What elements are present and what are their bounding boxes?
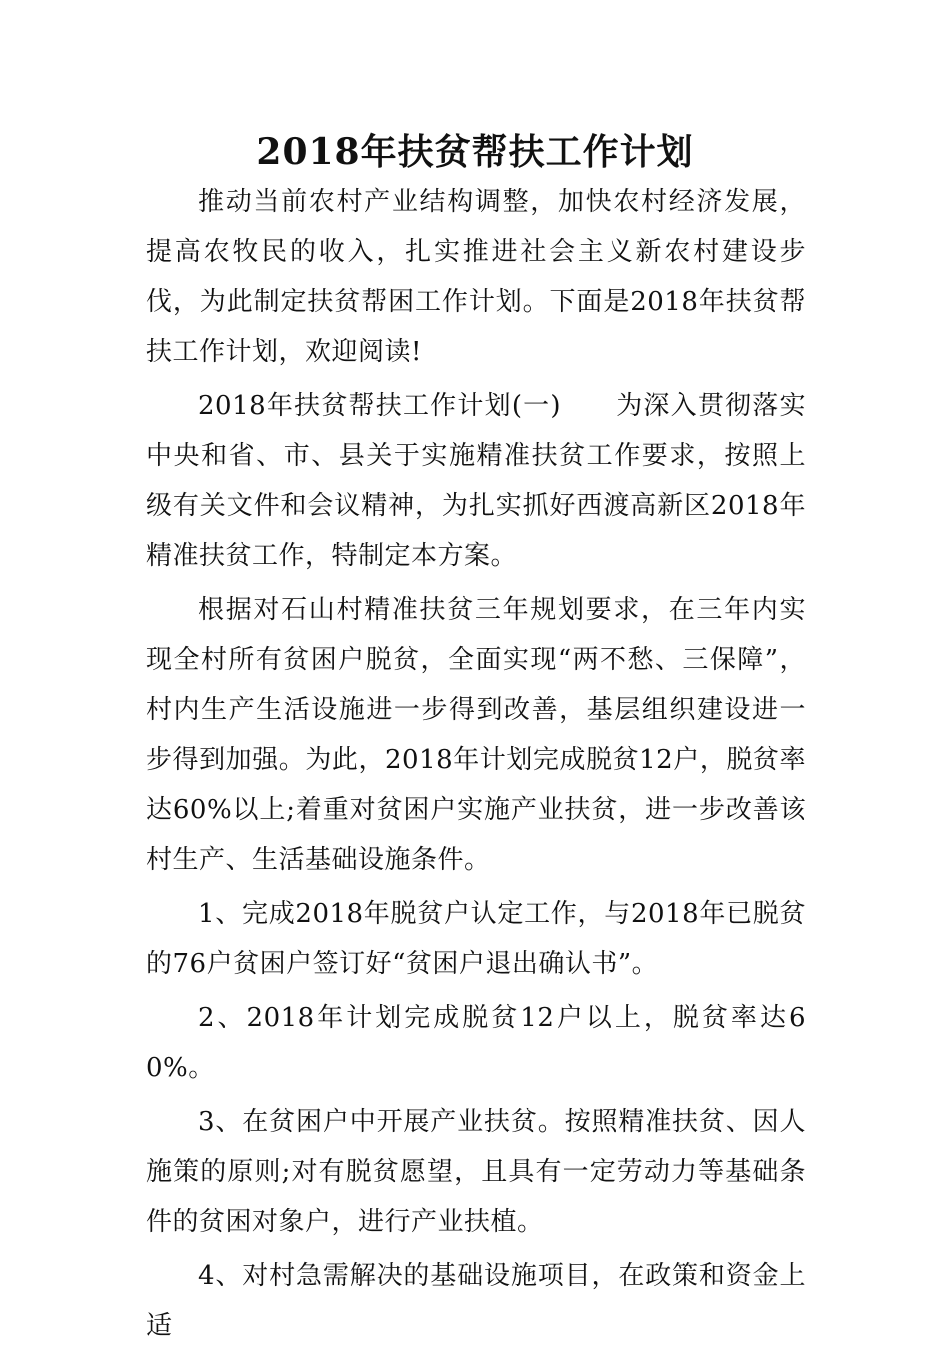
paragraph-intro: 推动当前农村产业结构调整，加快农村经济发展，提高农牧民的收入，扎实推进社会主义新农村建设步伐，为此制定扶贫帮困工作计划。下面是2018年扶贫帮扶工作计划，欢迎阅读!: [146, 187, 806, 367]
paragraph-goals: 根据对石山村精准扶贫三年规划要求，在三年内实现全村所有贫困户脱贫，全面实现“两不愁、三保障”，村内生产生活设施进一步得到改善，基层组织建设进一步得到加强。为此，2018年计划完成脱贫12户，脱贫率达60%以上;着重对贫困户实施产业扶贫，进一步改善该村生产、生活基础设施条件。: [146, 595, 806, 875]
paragraph-item-4: 4、对村急需解决的基础设施项目，在政策和资金上适: [146, 1261, 806, 1341]
paragraph-item-2: 2、2018年计划完成脱贫12户以上，脱贫率达60%。: [146, 1003, 806, 1083]
document-title: 2018年扶贫帮扶工作计划: [256, 131, 694, 173]
paragraph-item-1: 1、完成2018年脱贫户认定工作，与2018年已脱贫的76户贫困户签订好“贫困户退出确认书”。: [146, 899, 806, 979]
paragraph-item-3: 3、在贫困户中开展产业扶贫。按照精准扶贫、因人施策的原则;对有脱贫愿望，且具有一定劳动力等基础条件的贫困对象户，进行产业扶植。: [146, 1107, 806, 1237]
paragraph-plan-one: 2018年扶贫帮扶工作计划(一) 为深入贯彻落实中央和省、市、县关于实施精准扶贫工作要求，按照上级有关文件和会议精神，为扎实抓好西渡高新区2018年精准扶贫工作，特制定本方案。: [146, 391, 806, 571]
document-body: [146, 177, 806, 1351]
